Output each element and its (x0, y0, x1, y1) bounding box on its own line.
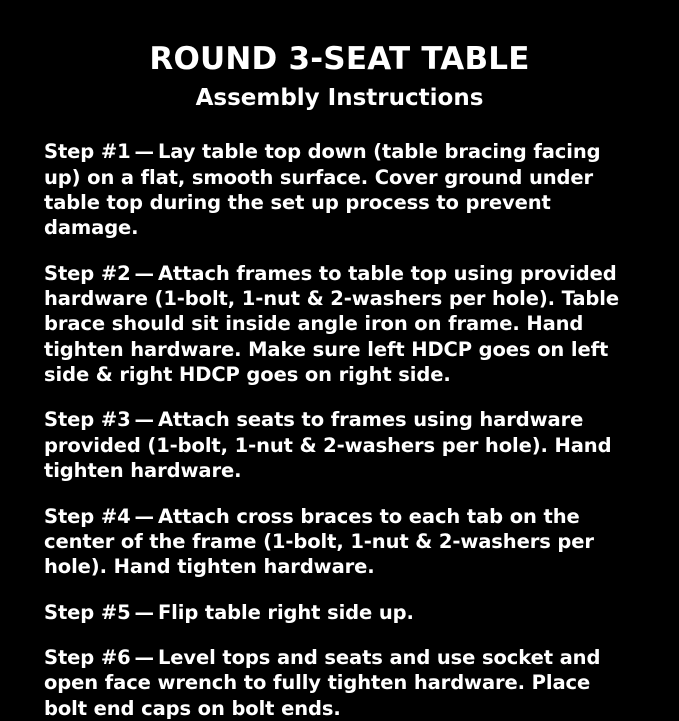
step-label: Step #5 (44, 600, 131, 624)
steps-list (44, 139, 635, 721)
page-title: ROUND 3-SEAT TABLE (149, 41, 530, 77)
step-text: Attach cross braces to each tab on the center of the frame (1-bolt, 1-nut & 2-washers per hole). Hand tighten hardware. (44, 504, 594, 579)
step-text: Flip table right side up. (157, 600, 414, 624)
step-label: Step #4 (44, 504, 131, 528)
list-item (44, 600, 635, 625)
step-dash: — (134, 140, 154, 164)
step-text: Attach frames to table top using provided hardware (1-bolt, 1-nut & 2-washers per hole). Table brace should sit inside angle iron on frame. Hand tighten hardware. Make sure left HDCP goes on left side & right HDCP goes on right side. (44, 261, 619, 387)
page-subtitle: Assembly Instructions (195, 85, 484, 112)
step-dash: — (134, 261, 154, 285)
step-label: Step #3 (44, 408, 131, 432)
step-label: Step #1 (44, 140, 131, 164)
list-item (44, 261, 635, 388)
step-dash: — (134, 504, 154, 528)
step-text: Level tops and seats and use socket and open face wrench to fully tighten hardware. Place bolt end caps on bolt ends. (44, 645, 601, 720)
step-label: Step #2 (44, 261, 131, 285)
list-item (44, 504, 635, 580)
step-dash: — (134, 600, 154, 624)
list-item (44, 645, 635, 721)
step-dash: — (134, 645, 154, 669)
step-text: Attach seats to frames using hardware provided (1-bolt, 1-nut & 2-washers per hole). Hand tighten hardware. (44, 408, 612, 483)
step-text: Lay table top down (table bracing facing up) on a flat, smooth surface. Cover ground under table top during the set up process to prevent damage. (44, 140, 601, 240)
step-label: Step #6 (44, 645, 131, 669)
step-dash: — (134, 408, 154, 432)
list-item (44, 139, 635, 240)
list-item (44, 407, 635, 483)
